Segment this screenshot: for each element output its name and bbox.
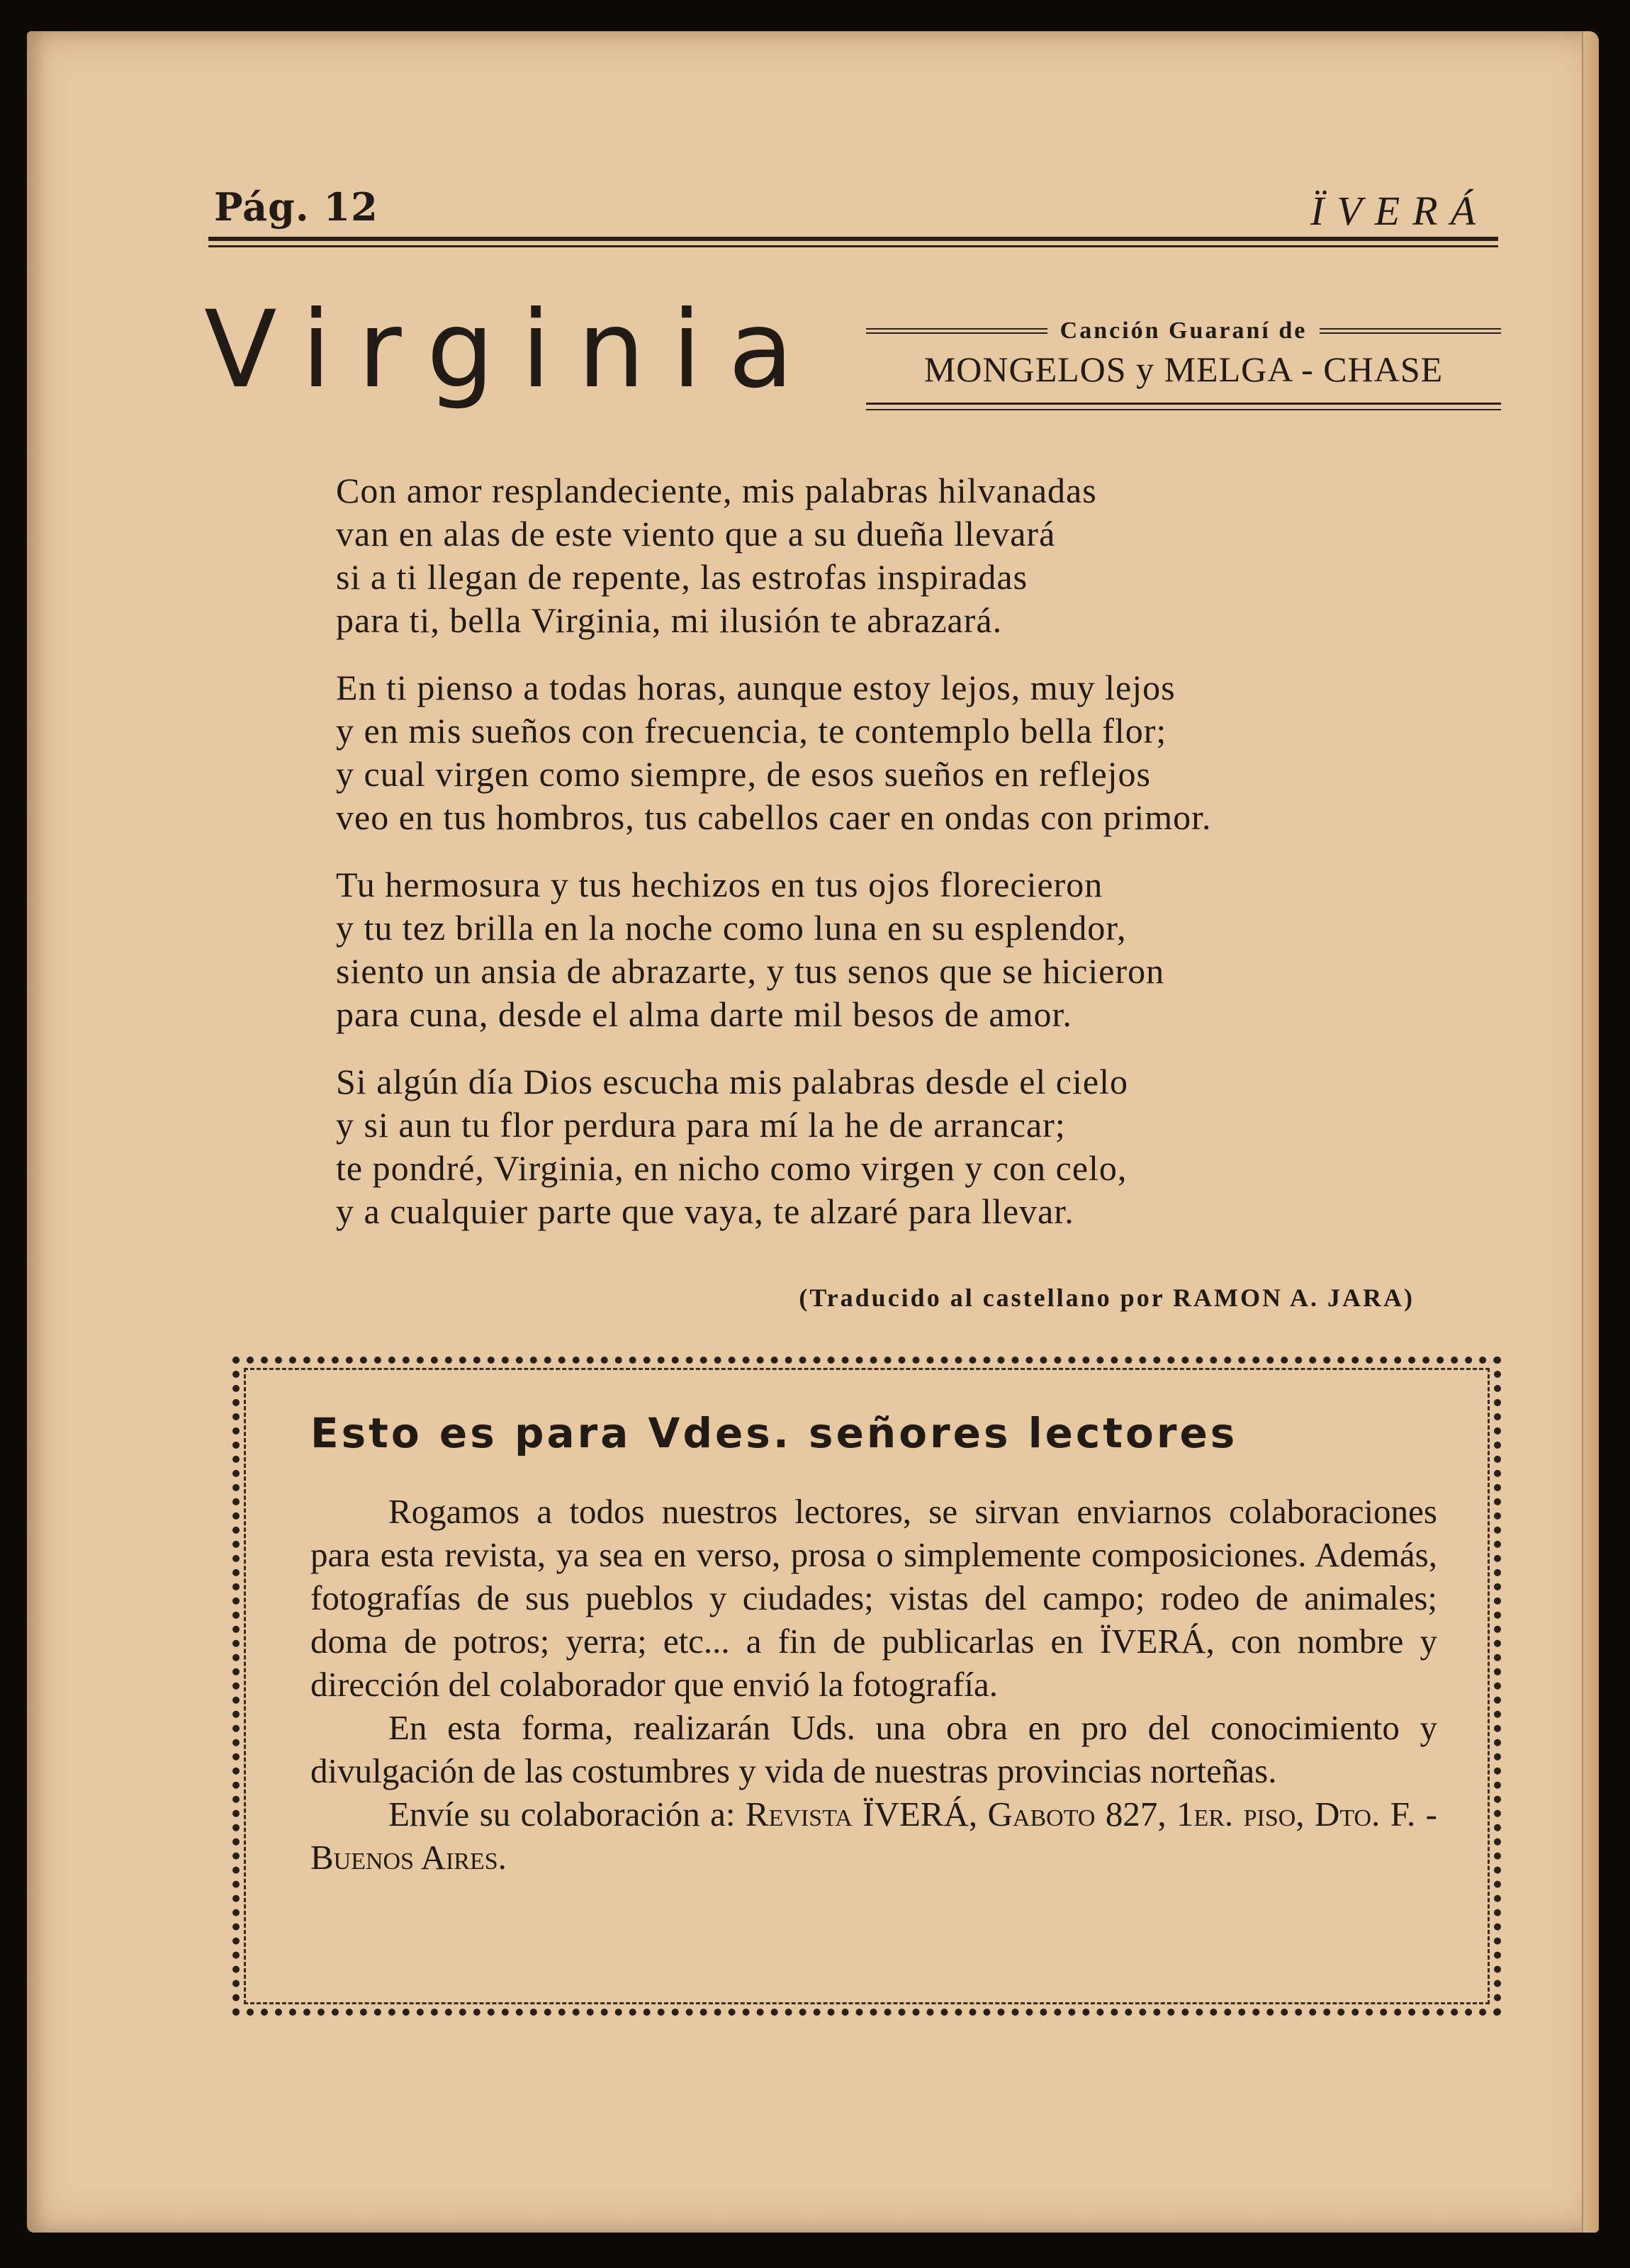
header-rule — [208, 237, 1498, 241]
credits-dash-left — [866, 328, 1047, 334]
verse: siento un ansia de abrazarte, y tus senos que se hicieron — [336, 951, 1165, 991]
readers-notice-box — [232, 1357, 1501, 2016]
verse: y tu tez brilla en la noche como luna en su esplendor, — [336, 908, 1127, 948]
verse: y cual virgen como siempre, de esos sueños en reflejos — [336, 754, 1151, 794]
notice-address-intro: Envíe su colaboración a: — [388, 1795, 736, 1834]
header-rule-thin — [208, 245, 1498, 247]
notice-address: Revista ÏVERÁ, Gaboto 827, 1er. piso, Dto. F. - Buenos Aires. — [310, 1795, 1438, 1877]
credits-prefix-line — [866, 318, 1501, 344]
page-number: Pág. 12 — [214, 184, 378, 230]
verse: y si aun tu flor perdura para mí la he de arrancar; — [336, 1105, 1066, 1145]
poem — [336, 469, 1498, 1257]
notice-title: Esto es para Vdes. señores lectores — [310, 1409, 1238, 1457]
stanza — [336, 469, 1498, 642]
credits-prefix: Canción Guaraní de — [1060, 318, 1308, 344]
notice-body — [310, 1490, 1437, 1879]
stanza — [336, 863, 1498, 1036]
song-title: Virginia — [204, 288, 821, 412]
song-credits — [866, 318, 1501, 410]
verse: te pondré, Virginia, en nicho como virgen y con celo, — [336, 1148, 1128, 1188]
verse: y en mis sueños con frecuencia, te contemplo bella flor; — [336, 711, 1167, 751]
notice-paragraph: En esta forma, realizarán Uds. una obra en pro del conocimiento y divulgación de las costumbres y vida de nuestras provincias norteñas. — [310, 1708, 1437, 1790]
verse: para ti, bella Virginia, mi ilusión te abrazará. — [336, 600, 1003, 640]
page-edge — [1582, 31, 1599, 2233]
journal-title: ÏVERÁ — [1310, 188, 1488, 234]
notice-paragraph: Rogamos a todos nuestros lectores, se sirvan enviarnos colaboraciones para esta revista, ya sea en verso, prosa o simplemente composiciones. Además, fotografías de sus pueblos y ciudades; vistas del campo; rodeo de animales; doma de potros; yerra; etc... a fin de publicarlas en ÏVERÁ, con nombre y dirección del colaborador que envió la fotografía. — [310, 1492, 1437, 1704]
verse: Si algún día Dios escucha mis palabras desde el cielo — [336, 1062, 1128, 1101]
credits-dash-right — [1320, 328, 1501, 334]
verse: Tu hermosura y tus hechizos en tus ojos florecieron — [336, 865, 1103, 904]
stanza — [336, 1060, 1498, 1233]
page-header — [208, 163, 1498, 241]
verse: y a cualquier parte que vaya, te alzaré para llevar. — [336, 1191, 1074, 1231]
verse: si a ti llegan de repente, las estrofas inspiradas — [336, 557, 1028, 597]
notice-paragraph-address — [310, 1792, 1437, 1879]
song-authors: MONGELOS y MELGA - CHASE — [923, 349, 1444, 389]
verse: van en alas de este viento que a su dueña llevará — [336, 514, 1056, 554]
stanza — [336, 666, 1498, 839]
verse: para cuna, desde el alma darte mil besos de amor. — [336, 994, 1072, 1034]
credits-rule — [866, 403, 1501, 410]
magazine-page — [27, 31, 1599, 2233]
verse: veo en tus hombros, tus cabellos caer en ondas con primor. — [336, 797, 1212, 837]
verse: En ti pienso a todas horas, aunque estoy lejos, muy lejos — [336, 668, 1176, 707]
translator-credit: (Traducido al castellano por RAMON A. JARA) — [799, 1284, 1415, 1312]
verse: Con amor resplandeciente, mis palabras hilvanadas — [336, 471, 1097, 510]
